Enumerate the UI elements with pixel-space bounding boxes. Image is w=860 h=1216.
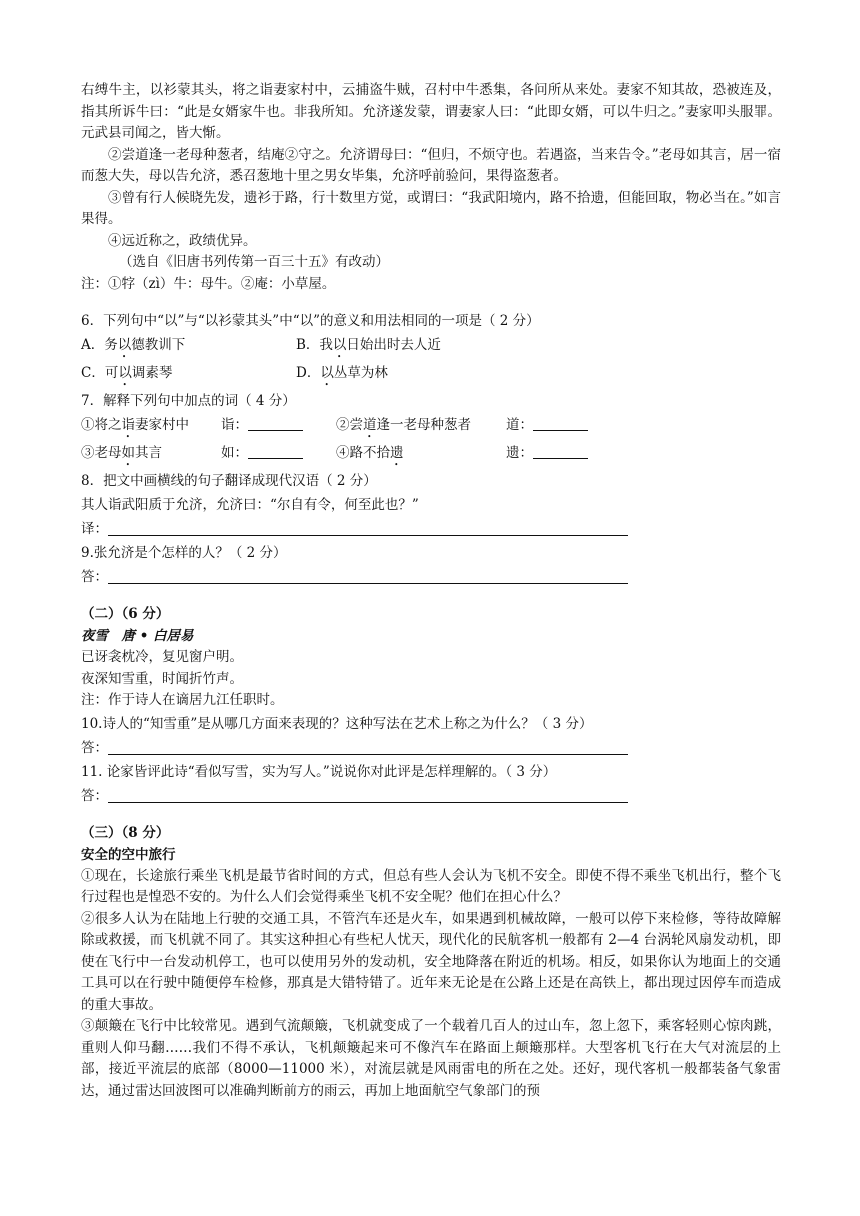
q7-item-1: ①将之诣妻家村中 bbox=[81, 417, 189, 433]
question-11-answer[interactable]: 答： bbox=[81, 784, 781, 808]
article-paragraph-2: ②很多人认为在陆地上行驶的交通工具，不管汽车还是火车，如果遇到机械故障，一般可以停下来检修，等待故障解除或救援，而飞机就不同了。其实这种担心有些杞人忧天，现代化的民航客机一般都有 2—4 台涡轮风扇发动机，即使在飞行中一台发动机停工，也可以使用另外的发动机，安全地降落在附近的机场。相反，如果你认为地面上的交通工具可以在行驶中随便停车检修，那真是大错特错了。近年来无论是在公路上还是在高铁上，都出现过因停车而造成的重大事故。 bbox=[81, 910, 781, 1013]
option-a[interactable]: A．务以德教训下 bbox=[81, 337, 186, 353]
question-8-sentence: 其人诣武阳质于允济，允济曰：“尔自有令，何至此也？” bbox=[81, 497, 419, 513]
option-d[interactable]: D．以丛草为林 bbox=[296, 365, 388, 381]
poem-note: 注：作于诗人在谪居九江任职时。 bbox=[81, 692, 284, 708]
question-6-options-row-1 bbox=[81, 333, 781, 361]
section-2-heading: （二）（6 分） bbox=[81, 606, 170, 622]
question-9-stem: 9.张允济是个怎样的人？（ 2 分） bbox=[81, 545, 287, 561]
question-8-stem: 8．把文中画横线的句子翻译成现代汉语（ 2 分） bbox=[81, 473, 377, 489]
question-6-stem: 6．下列句中“以”与“以衫蒙其头”中“以”的意义和用法相同的一项是（ 2 分） bbox=[81, 313, 540, 329]
document-page bbox=[81, 80, 781, 1102]
q7-answer-2[interactable]: 道： bbox=[506, 413, 588, 441]
question-9-answer[interactable]: 答： bbox=[81, 565, 781, 589]
q7-item-4: ④路不拾遗 bbox=[336, 445, 404, 461]
section-3-heading: （三）（8 分） bbox=[81, 824, 170, 841]
option-b[interactable]: B．我以日始出时去人近 bbox=[296, 337, 441, 353]
poem-line-1: 已讶衾枕冷，复见窗户明。 bbox=[81, 649, 243, 665]
q7-answer-3[interactable]: 如： bbox=[221, 441, 336, 469]
q7-item-3: ③老母如其言 bbox=[81, 445, 162, 461]
question-11-stem: 11. 论家皆评此诗“看似写雪，实为写人。”说说你对此评是怎样理解的。（ 3 分） bbox=[81, 763, 557, 780]
question-7-stem: 7．解释下列句中加点的词（ 4 分） bbox=[81, 393, 296, 409]
poem-line-2: 夜深知雪重，时闻折竹声。 bbox=[81, 670, 243, 687]
q7-item-2: ②尝道逢一老母种葱者 bbox=[336, 417, 471, 433]
question-6-options-row-2 bbox=[81, 361, 781, 389]
passage-paragraph-0: 右缚牛主，以衫蒙其头，将之诣妻家村中，云捕盗牛贼，召村中牛悉集，各问所从来处。妻家不知其故，恐被连及，指其所诉牛曰：“此是女婿家牛也。非我所知。允济遂发蒙，谓妻家人曰：“此即女婿，可以牛归之。”妻家叩头服罪。元武县司闻之，皆大惭。 bbox=[81, 82, 781, 141]
question-10-answer[interactable]: 答： bbox=[81, 736, 781, 760]
passage-paragraph-4: ④远近称之，政绩优异。 bbox=[108, 232, 257, 249]
article-paragraph-1: ①现在，长途旅行乘坐飞机是最节省时间的方式，但总有些人会认为飞机不安全。即使不得不乘坐飞机出行，整个飞行过程也是惶恐不安的。为什么人们会觉得乘坐飞机不安全呢？他们在担心什么？ bbox=[81, 867, 781, 905]
passage-source: （选自《旧唐书列传第一百三十五》有改动） bbox=[119, 254, 389, 270]
passage-paragraph-3: ③曾有行人候晓先发，遗衫于路，行十数里方觉，或谓曰：“我武阳境内，路不拾遗，但能回取，物必当在。”如言果得。 bbox=[81, 189, 781, 227]
article-title: 安全的空中旅行 bbox=[81, 846, 176, 863]
q7-answer-1[interactable]: 诣： bbox=[221, 413, 336, 441]
question-7-row-2 bbox=[81, 441, 781, 469]
q7-answer-4[interactable]: 遗： bbox=[506, 441, 588, 469]
question-10-stem: 10.诗人的“知雪重”是从哪几方面来表现的？这种写法在艺术上称之为什么？（ 3 分） bbox=[81, 715, 593, 732]
passage-note: 注：①牸（zì）牛：母牛。②庵：小草屋。 bbox=[81, 275, 336, 292]
question-8-answer[interactable]: 译： bbox=[81, 517, 781, 541]
passage-paragraph-2: ②尝道逢一老母种葱者，结庵②守之。允济谓母曰：“但归，不烦守也。若遇盗，当来告令。”老母如其言，居一宿而葱大失，母以告允济，悉召葱地十里之男女毕集，允济呼前验问，果得盗葱者。 bbox=[81, 146, 781, 184]
option-c[interactable]: C．可以调素琴 bbox=[81, 365, 173, 381]
article-paragraph-3: ③颠簸在飞行中比较常见。遇到气流颠簸，飞机就变成了一个载着几百人的过山车，忽上忽下，乘客轻则心惊肉跳，重则人仰马翻……我们不得不承认，飞机颠簸起来可不像汽车在路面上颠簸那样。大型客机飞行在大气对流层的上部，接近平流层的底部（8000—11000 米），对流层就是风雨雷电的所在之处。还好，现代客机一般都装备气象雷达，通过雷达回波图可以准确判断前方的雨云，再加上地面航空气象部门的预 bbox=[81, 1018, 781, 1099]
poem-title: 夜雪 唐 • 白居易 bbox=[81, 628, 194, 644]
question-7-row-1 bbox=[81, 413, 781, 441]
